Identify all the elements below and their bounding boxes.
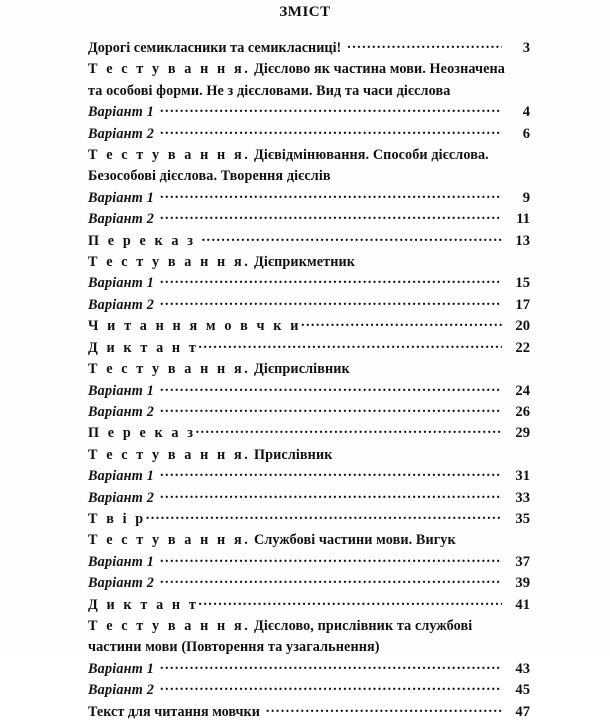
toc-entry-label: Варіант 2 (88, 489, 155, 506)
toc-entry[interactable] (88, 38, 530, 59)
toc-entry[interactable] (88, 573, 530, 594)
dot-leader (196, 423, 502, 437)
dot-leader (160, 188, 502, 202)
toc-entry-label: Варіант 1 (88, 382, 155, 399)
toc-entry[interactable] (88, 552, 530, 573)
toc-entry-label: Варіант 2 (88, 682, 155, 699)
toc-entry[interactable] (88, 188, 530, 209)
toc-entry[interactable] (88, 423, 530, 444)
toc-entry[interactable] (88, 680, 530, 701)
toc-entry-label: Т в і р (88, 510, 146, 527)
dot-leader (301, 316, 502, 330)
dot-leader (198, 595, 502, 609)
toc-heading-text: Дієслово як частина мови. Неозначена та особові форми. Не з дієсловами. Вид та часи дієслова (88, 61, 505, 99)
toc-entry-page-number: 39 (515, 575, 530, 592)
toc-entry-page-number: 43 (515, 660, 530, 677)
toc-entry[interactable] (88, 102, 530, 123)
toc-entry-label: Ч и т а н н я м о в ч к и (88, 318, 302, 335)
toc-entry-page-number: 41 (515, 596, 530, 613)
toc-section-heading (88, 59, 514, 102)
toc-entry-page-number: 37 (515, 553, 530, 570)
toc-entry-page-number: 22 (515, 339, 530, 356)
toc-heading-text: Дієприслівник (250, 361, 350, 378)
toc-entry-label: Д и к т а н т (88, 339, 199, 356)
toc-entry[interactable] (88, 273, 530, 294)
toc-heading-headword: Т е с т у в а н н я. (88, 254, 251, 271)
dot-leader (347, 38, 502, 52)
toc-entry-page-number: 29 (515, 425, 530, 442)
toc-entry-page-number: 15 (515, 275, 530, 292)
toc-section-heading (88, 616, 514, 659)
toc-entry-label: Варіант 1 (88, 553, 155, 570)
toc-section-heading (88, 445, 514, 466)
dot-leader (160, 273, 502, 287)
toc-entry-label: Д и к т а н т (88, 596, 199, 613)
toc-entry-label: Варіант 1 (88, 468, 155, 485)
toc-entry-page-number: 13 (515, 232, 530, 249)
toc-heading-text: Дієвідмінювання. Способи дієслова. Безособові дієслова. Творення дієслів (88, 147, 489, 185)
dot-leader (160, 124, 502, 138)
dot-leader (160, 573, 502, 587)
dot-leader (160, 381, 502, 395)
toc-entry[interactable] (88, 295, 530, 316)
toc-entry[interactable] (88, 509, 530, 530)
toc-section-heading (88, 252, 514, 273)
dot-leader (160, 402, 502, 416)
toc-entry-page-number: 4 (522, 104, 530, 121)
toc-entry-label: П е р е к а з (88, 425, 196, 442)
toc-heading-headword: Т е с т у в а н н я. (88, 617, 251, 634)
toc-entry-page-number: 20 (515, 318, 530, 335)
toc-entry-page-number: 24 (515, 382, 530, 399)
toc-heading-text: Дієслово, прислівник та службові частини мови (Повторення та узагальнення) (88, 617, 473, 656)
toc-entry[interactable] (88, 381, 530, 402)
dot-leader (160, 659, 502, 673)
toc-list (88, 38, 530, 723)
toc-entry-page-number: 6 (522, 125, 530, 142)
toc-entry[interactable] (88, 124, 530, 145)
toc-entry-label: Текст для читання мовчки (88, 703, 260, 720)
toc-entry-page-number: 47 (515, 703, 530, 720)
toc-entry-label: Варіант 2 (88, 403, 155, 420)
toc-entry[interactable] (88, 659, 530, 680)
toc-entry-page-number: 45 (515, 682, 530, 699)
toc-entry[interactable] (88, 488, 530, 509)
toc-entry[interactable] (88, 316, 530, 337)
toc-heading-headword: Т е с т у в а н н я. (88, 446, 251, 463)
toc-heading-headword: Т е с т у в а н н я. (88, 61, 251, 78)
toc-entry[interactable] (88, 209, 530, 230)
toc-entry-page-number: 9 (522, 189, 530, 206)
toc-entry-page-number: 31 (515, 468, 530, 485)
dot-leader (160, 680, 502, 694)
toc-heading-headword: Т е с т у в а н н я. (88, 361, 251, 378)
toc-entry[interactable] (88, 338, 530, 359)
toc-section-heading (88, 530, 514, 551)
toc-entry-label: Варіант 2 (88, 575, 155, 592)
toc-entry-page-number: 35 (515, 510, 530, 527)
toc-entry[interactable] (88, 595, 530, 616)
toc-heading-text: Службові частини мови. Вигук (250, 532, 456, 549)
dot-leader (160, 102, 502, 116)
toc-entry-label: Варіант 2 (88, 296, 155, 313)
toc-entry-page-number: 11 (516, 211, 530, 228)
dot-leader (160, 209, 502, 223)
toc-heading-headword: Т е с т у в а н н я. (88, 147, 251, 164)
toc-entry-page-number: 17 (515, 296, 530, 313)
toc-entry-label: Варіант 1 (88, 660, 155, 677)
toc-entry-label: П е р е к а з (88, 232, 196, 249)
dot-leader (160, 552, 502, 566)
dot-leader (160, 295, 502, 309)
dot-leader (160, 466, 502, 480)
page-title: ЗМІСТ (279, 4, 331, 20)
toc-entry-label: Варіант 1 (88, 275, 155, 292)
dot-leader (202, 231, 502, 245)
dot-leader (146, 509, 502, 523)
toc-section-heading (88, 359, 514, 380)
toc-section-heading (88, 145, 514, 188)
dot-leader (160, 488, 502, 502)
dot-leader (198, 338, 502, 352)
toc-entry-page-number: 26 (515, 403, 530, 420)
toc-entry-label: Варіант 1 (88, 104, 155, 121)
toc-heading-headword: Т е с т у в а н н я. (88, 532, 251, 549)
toc-entry-page-number: 33 (515, 489, 530, 506)
toc-entry[interactable] (88, 231, 530, 252)
toc-entry-label: Варіант 2 (88, 125, 155, 142)
dot-leader (266, 702, 502, 716)
toc-entry-page-number: 3 (522, 40, 530, 56)
toc-entry-label: Варіант 2 (88, 211, 155, 228)
toc-heading-text: Прислівник (250, 446, 333, 463)
toc-entry[interactable] (88, 402, 530, 423)
toc-entry-label: Варіант 1 (88, 189, 155, 206)
toc-entry-label: Дорогі семикласники та семикласниці! (88, 40, 342, 56)
toc-entry[interactable] (88, 702, 530, 723)
toc-heading-text: Дієприкметник (250, 254, 356, 271)
toc-entry[interactable] (88, 466, 530, 487)
